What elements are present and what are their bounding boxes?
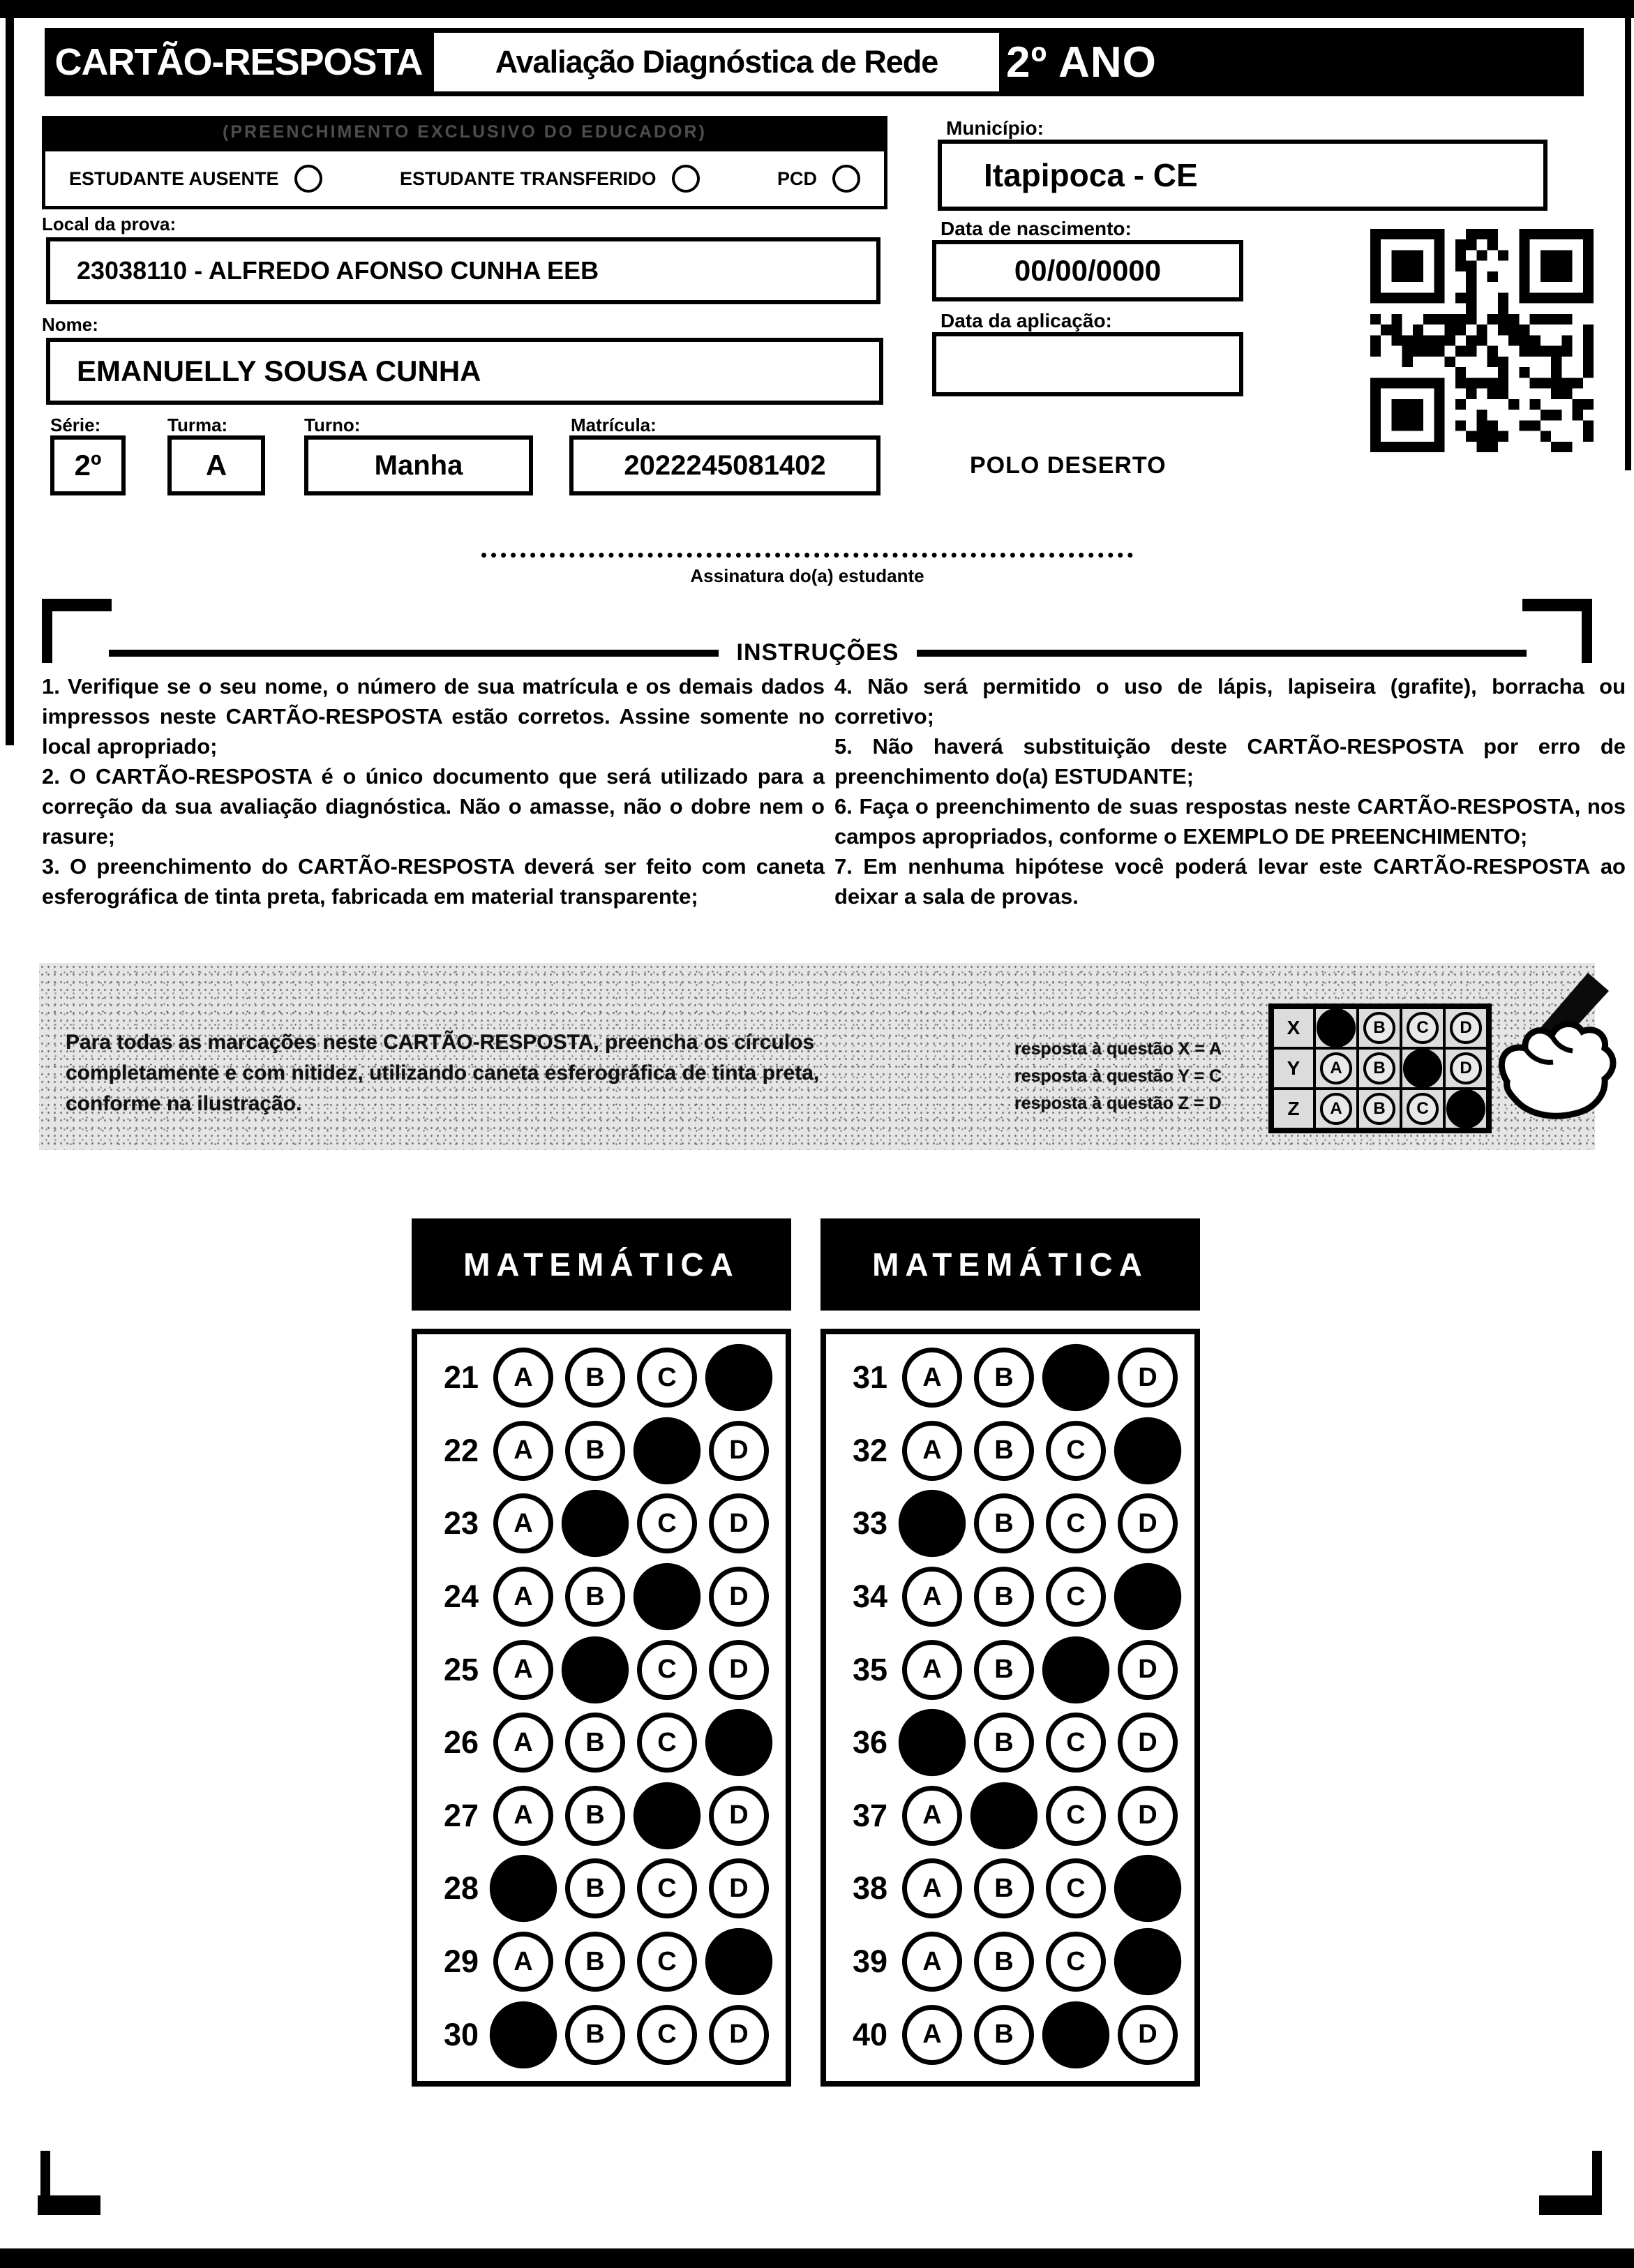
bubble-26-A[interactable]: A xyxy=(493,1713,553,1773)
turma-value: A xyxy=(205,449,227,482)
status-row xyxy=(42,148,887,209)
answer-row-23 xyxy=(417,1493,786,1553)
bubble-40-D[interactable]: D xyxy=(1118,2005,1178,2065)
example-bubble-X-C[interactable]: C xyxy=(1407,1012,1439,1044)
local-value: 23038110 - ALFREDO AFONSO CUNHA EEB xyxy=(77,256,599,285)
bubble-25-D[interactable]: D xyxy=(709,1640,769,1700)
answer-row-30 xyxy=(417,2005,786,2065)
example-bubble-X-D[interactable]: D xyxy=(1450,1012,1482,1044)
serie-value: 2º xyxy=(74,449,102,482)
bubble-40-B[interactable]: B xyxy=(974,2005,1034,2065)
bubble-34-C[interactable]: C xyxy=(1046,1567,1106,1627)
bubble-38-C[interactable]: C xyxy=(1046,1858,1106,1918)
corner-mark-bottom-right xyxy=(1539,2195,1602,2215)
instruction-item: 4. Não será permitido o uso de lápis, lapiseira (grafite), borracha ou corretivo; xyxy=(834,674,1626,729)
bubble-26-C[interactable]: C xyxy=(637,1713,697,1773)
bubble-31-A[interactable]: A xyxy=(902,1348,962,1408)
answer-row-35 xyxy=(826,1640,1194,1700)
answer-row-40 xyxy=(826,2005,1194,2065)
question-number-36: 36 xyxy=(852,1724,887,1761)
bubble-29-B[interactable]: B xyxy=(565,1932,625,1992)
turma-label: Turma: xyxy=(167,415,228,435)
exam-title: Avaliação Diagnóstica de Rede xyxy=(434,33,999,91)
bubble-30-A[interactable] xyxy=(490,2001,557,2068)
instruction-item: 5. Não haverá substituição deste CARTÃO-RESPOSTA por erro de preenchimento do(a) ESTUDANTE; xyxy=(834,734,1626,789)
bubble-35-D[interactable]: D xyxy=(1118,1640,1178,1700)
bubble-29-C[interactable]: C xyxy=(637,1932,697,1992)
turma-value-box xyxy=(167,435,265,495)
example-row-label: Y xyxy=(1271,1048,1314,1089)
bubble-33-D[interactable]: D xyxy=(1118,1493,1178,1553)
instructions-rule-right xyxy=(917,650,1527,657)
question-number-32: 32 xyxy=(852,1432,887,1468)
example-row-label: X xyxy=(1271,1006,1314,1048)
status-option-3 xyxy=(777,165,860,193)
bubble-21-C[interactable]: C xyxy=(637,1348,697,1408)
example-key-line: resposta à questão X = A xyxy=(1014,1039,1222,1059)
question-number-28: 28 xyxy=(443,1870,479,1907)
left-border-line xyxy=(6,18,14,745)
serie-label: Série: xyxy=(50,415,101,435)
example-bubble-Y-D[interactable]: D xyxy=(1450,1052,1482,1084)
bubble-38-B[interactable]: B xyxy=(974,1858,1034,1918)
subject-header-2 xyxy=(820,1218,1200,1311)
bottom-border-bar xyxy=(0,2248,1634,2268)
bubble-32-A[interactable]: A xyxy=(902,1421,962,1481)
example-bubble-Z-C[interactable]: C xyxy=(1407,1093,1439,1125)
example-key-line: resposta à questão Y = C xyxy=(1014,1066,1222,1086)
bubble-37-C[interactable]: C xyxy=(1046,1786,1106,1846)
signature-line[interactable] xyxy=(481,553,1133,558)
bubble-27-C[interactable] xyxy=(634,1782,700,1849)
bubble-33-A[interactable] xyxy=(899,1490,966,1557)
bubble-33-C[interactable]: C xyxy=(1046,1493,1106,1553)
bubble-27-B[interactable]: B xyxy=(565,1786,625,1846)
status-circle-1[interactable] xyxy=(294,165,322,193)
answer-row-39 xyxy=(826,1932,1194,1992)
question-number-39: 39 xyxy=(852,1944,887,1980)
bubble-39-A[interactable]: A xyxy=(902,1932,962,1992)
municipio-value: Itapipoca - CE xyxy=(984,157,1198,193)
bubble-32-C[interactable]: C xyxy=(1046,1421,1106,1481)
bubble-35-A[interactable]: A xyxy=(902,1640,962,1700)
bubble-24-A[interactable]: A xyxy=(493,1567,553,1627)
municipio-value-box xyxy=(938,140,1547,211)
bubble-32-D[interactable] xyxy=(1114,1417,1181,1484)
question-number-38: 38 xyxy=(852,1870,887,1907)
bubble-31-D[interactable]: D xyxy=(1118,1348,1178,1408)
matricula-value: 2022245081402 xyxy=(624,449,826,481)
status-circle-2[interactable] xyxy=(672,165,700,193)
bubble-39-C[interactable]: C xyxy=(1046,1932,1106,1992)
bubble-31-B[interactable]: B xyxy=(974,1348,1034,1408)
nascimento-value-box xyxy=(932,240,1243,301)
answer-row-27 xyxy=(417,1786,786,1846)
bubble-39-D[interactable] xyxy=(1114,1928,1181,1995)
polo-text: POLO DESERTO xyxy=(970,452,1167,479)
matricula-value-box xyxy=(569,435,880,495)
signature-label: Assinatura do(a) estudante xyxy=(690,565,924,586)
local-value-box xyxy=(46,237,880,304)
bubble-30-D[interactable]: D xyxy=(709,2005,769,2065)
example-bubble-X-B[interactable]: B xyxy=(1363,1012,1395,1044)
example-bubble-Y-C[interactable] xyxy=(1403,1049,1442,1088)
bubble-33-B[interactable]: B xyxy=(974,1493,1034,1553)
serie-value-box xyxy=(50,435,126,495)
bubble-36-D[interactable]: D xyxy=(1118,1713,1178,1773)
instructions-right-column xyxy=(834,671,1626,911)
question-number-37: 37 xyxy=(852,1797,887,1833)
bubble-35-C[interactable] xyxy=(1042,1636,1109,1703)
bubble-28-B[interactable]: B xyxy=(565,1858,625,1918)
question-number-27: 27 xyxy=(443,1797,479,1833)
bubble-26-D[interactable] xyxy=(705,1709,772,1776)
corner-mark-top-left-v xyxy=(42,599,52,663)
bubble-29-A[interactable]: A xyxy=(493,1932,553,1992)
answer-row-33 xyxy=(826,1493,1194,1553)
nascimento-label: Data de nascimento: xyxy=(940,218,1132,239)
corner-mark-bottom-left-v xyxy=(40,2151,50,2201)
example-row-label: Z xyxy=(1271,1089,1314,1131)
bubble-40-C[interactable] xyxy=(1042,2001,1109,2068)
answer-row-37 xyxy=(826,1786,1194,1846)
example-key xyxy=(1014,1036,1222,1117)
hand-pen-illustration xyxy=(1440,973,1621,1140)
card-title: CARTÃO-RESPOSTA xyxy=(54,41,423,83)
bubble-24-D[interactable]: D xyxy=(709,1567,769,1627)
answer-row-34 xyxy=(826,1567,1194,1627)
municipio-label: Município: xyxy=(946,117,1044,139)
aplicacao-value-box xyxy=(932,332,1243,396)
right-border-line xyxy=(1625,18,1631,470)
nome-value: EMANUELLY SOUSA CUNHA xyxy=(77,355,481,387)
instruction-item: 3. O preenchimento do CARTÃO-RESPOSTA deverá ser feito com caneta esferográfica de tinta preta, fabricada em material transparente; xyxy=(42,854,825,909)
bubble-39-B[interactable]: B xyxy=(974,1932,1034,1992)
answer-row-26 xyxy=(417,1713,786,1773)
bubble-30-C[interactable]: C xyxy=(637,2005,697,2065)
corner-mark-bottom-right-v xyxy=(1592,2151,1602,2201)
instruction-item: 1. Verifique se o seu nome, o número de sua matrícula e os demais dados impressos neste CARTÃO-RESPOSTA estão corretos. Assine somente no local apropriado; xyxy=(42,674,825,759)
instructions-left-column xyxy=(42,671,825,911)
answer-row-28 xyxy=(417,1858,786,1918)
bubble-25-C[interactable]: C xyxy=(637,1640,697,1700)
subject-column-1 xyxy=(412,1218,791,2087)
question-number-34: 34 xyxy=(852,1579,887,1615)
bubble-28-C[interactable]: C xyxy=(637,1858,697,1918)
question-number-25: 25 xyxy=(443,1651,479,1687)
answer-row-24 xyxy=(417,1567,786,1627)
bubble-21-B[interactable]: B xyxy=(565,1348,625,1408)
turno-value-box xyxy=(304,435,533,495)
question-number-23: 23 xyxy=(443,1505,479,1542)
instructions-rule-left xyxy=(109,650,719,657)
instructions-header xyxy=(109,639,1527,666)
question-number-31: 31 xyxy=(852,1359,887,1396)
turno-value: Manha xyxy=(374,449,463,481)
bubble-21-A[interactable]: A xyxy=(493,1348,553,1408)
bubble-23-C[interactable]: C xyxy=(637,1493,697,1553)
bubble-27-A[interactable]: A xyxy=(493,1786,553,1846)
status-option-1 xyxy=(69,165,322,193)
question-number-24: 24 xyxy=(443,1579,479,1615)
subject-title-1: MATEMÁTICA xyxy=(463,1246,740,1283)
question-number-26: 26 xyxy=(443,1724,479,1761)
matricula-label: Matrícula: xyxy=(571,415,657,435)
bubble-36-B[interactable]: B xyxy=(974,1713,1034,1773)
bubble-37-A[interactable]: A xyxy=(902,1786,962,1846)
bubble-40-A[interactable]: A xyxy=(902,2005,962,2065)
instruction-item: 6. Faça o preenchimento de suas respostas neste CARTÃO-RESPOSTA, nos campos apropriados, conforme o EXEMPLO DE PREENCHIMENTO; xyxy=(834,794,1626,849)
example-bubble-Z-A[interactable]: A xyxy=(1320,1093,1352,1125)
answer-row-31 xyxy=(826,1348,1194,1408)
instruction-item: 2. O CARTÃO-RESPOSTA é o único documento que será utilizado para a correção da sua avaliação diagnóstica. Não o amasse, não o dobre nem o rasure; xyxy=(42,764,825,849)
status-circle-3[interactable] xyxy=(832,165,860,193)
bubble-24-C[interactable] xyxy=(634,1563,700,1630)
grade-label: 2º ANO xyxy=(1006,38,1157,87)
example-bubble-Y-B[interactable]: B xyxy=(1363,1052,1395,1084)
answer-row-38 xyxy=(826,1858,1194,1918)
bubble-32-B[interactable]: B xyxy=(974,1421,1034,1481)
educator-only-bar: (PREENCHIMENTO EXCLUSIVO DO EDUCADOR) xyxy=(42,116,887,148)
nome-value-box xyxy=(46,338,883,405)
subject-header-1 xyxy=(412,1218,791,1311)
example-text: Para todas as marcações neste CARTÃO-RESPOSTA, preencha os círculos completamente e com nitidez, utilizando caneta esferográfica de tinta preta, conforme na ilustração. xyxy=(66,1031,820,1115)
status-option-2 xyxy=(400,165,700,193)
example-bubble-Z-B[interactable]: B xyxy=(1363,1093,1395,1125)
question-number-29: 29 xyxy=(443,1944,479,1980)
bubble-30-B[interactable]: B xyxy=(565,2005,625,2065)
instructions-title: INSTRUÇÕES xyxy=(736,639,899,666)
subject-title-2: MATEMÁTICA xyxy=(872,1246,1148,1283)
bubble-27-D[interactable]: D xyxy=(709,1786,769,1846)
aplicacao-label: Data da aplicação: xyxy=(940,310,1112,331)
bubble-26-B[interactable]: B xyxy=(565,1713,625,1773)
bubble-36-A[interactable] xyxy=(899,1709,966,1776)
bubble-22-A[interactable]: A xyxy=(493,1421,553,1481)
answer-row-21 xyxy=(417,1348,786,1408)
status-label: ESTUDANTE TRANSFERIDO xyxy=(400,167,657,189)
question-number-35: 35 xyxy=(852,1651,887,1687)
answer-row-22 xyxy=(417,1421,786,1481)
corner-mark-top-left xyxy=(42,599,112,611)
bubble-22-C[interactable] xyxy=(634,1417,700,1484)
corner-mark-bottom-left xyxy=(38,2195,100,2215)
answer-row-29 xyxy=(417,1932,786,1992)
bubble-34-A[interactable]: A xyxy=(902,1567,962,1627)
bubble-23-A[interactable]: A xyxy=(493,1493,553,1553)
status-label: PCD xyxy=(777,167,817,189)
answer-row-25 xyxy=(417,1640,786,1700)
bubble-22-B[interactable]: B xyxy=(565,1421,625,1481)
bubble-31-C[interactable] xyxy=(1042,1344,1109,1411)
qr-code xyxy=(1370,229,1594,452)
question-number-33: 33 xyxy=(852,1505,887,1542)
bubble-23-D[interactable]: D xyxy=(709,1493,769,1553)
example-key-line: resposta à questão Z = D xyxy=(1014,1094,1222,1113)
bubble-24-B[interactable]: B xyxy=(565,1567,625,1627)
nome-label: Nome: xyxy=(42,314,98,335)
bubble-22-D[interactable]: D xyxy=(709,1421,769,1481)
bubble-35-B[interactable]: B xyxy=(974,1640,1034,1700)
local-label: Local da prova: xyxy=(42,214,177,234)
bubble-29-D[interactable] xyxy=(705,1928,772,1995)
answer-block-1 xyxy=(412,1329,791,2087)
bubble-21-D[interactable] xyxy=(705,1344,772,1411)
bubble-38-A[interactable]: A xyxy=(902,1858,962,1918)
corner-mark-top-right-v xyxy=(1582,599,1592,663)
example-bubble-X-A[interactable] xyxy=(1317,1008,1356,1047)
top-border-bar xyxy=(0,0,1634,18)
bubble-34-B[interactable]: B xyxy=(974,1567,1034,1627)
question-number-22: 22 xyxy=(443,1432,479,1468)
turno-label: Turno: xyxy=(304,415,361,435)
nascimento-value: 00/00/0000 xyxy=(1014,254,1162,287)
header xyxy=(45,28,1584,96)
question-number-30: 30 xyxy=(443,2016,479,2052)
bubble-25-B[interactable] xyxy=(562,1636,629,1703)
bubble-37-D[interactable]: D xyxy=(1118,1786,1178,1846)
question-number-21: 21 xyxy=(443,1359,479,1396)
bubble-28-A[interactable] xyxy=(490,1855,557,1922)
answer-block-2 xyxy=(820,1329,1200,2087)
bubble-38-D[interactable] xyxy=(1114,1855,1181,1922)
bubble-34-D[interactable] xyxy=(1114,1563,1181,1630)
answer-row-36 xyxy=(826,1713,1194,1773)
bubble-23-B[interactable] xyxy=(562,1490,629,1557)
instruction-item: 7. Em nenhuma hipótese você poderá levar este CARTÃO-RESPOSTA ao deixar a sala de provas. xyxy=(834,854,1626,909)
answer-row-32 xyxy=(826,1421,1194,1481)
example-bubble-Y-A[interactable]: A xyxy=(1320,1052,1352,1084)
bubble-37-B[interactable] xyxy=(970,1782,1037,1849)
question-number-40: 40 xyxy=(852,2016,887,2052)
status-label: ESTUDANTE AUSENTE xyxy=(69,167,279,189)
bubble-25-A[interactable]: A xyxy=(493,1640,553,1700)
bubble-36-C[interactable]: C xyxy=(1046,1713,1106,1773)
subject-column-2 xyxy=(820,1218,1200,2087)
bubble-28-D[interactable]: D xyxy=(709,1858,769,1918)
example-section xyxy=(39,963,1595,1150)
